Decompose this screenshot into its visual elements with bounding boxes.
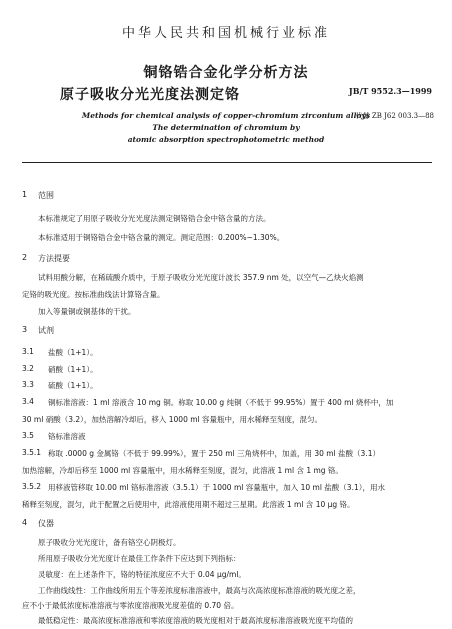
section-4-paragraph-1: 原子吸收分光光度计，备有铬空心阴极灯。 xyxy=(38,538,181,547)
section-2-number: 2 xyxy=(22,253,28,262)
section-2-title: 方法提要 xyxy=(38,254,70,263)
item-3-5-text: 铬标准溶液 xyxy=(48,432,86,441)
section-4-title: 仪器 xyxy=(38,519,54,528)
section-1-paragraph-2: 本标准适用于铜铬锆合金中铬含量的测定。测定范围：0.200%~1.30%。 xyxy=(38,233,285,242)
section-4-number: 4 xyxy=(22,518,28,527)
item-3-2-text: 硝酸（1+1）。 xyxy=(48,365,98,374)
item-3-3-number: 3.3 xyxy=(22,380,34,389)
standard-header: 中华人民共和国机械行业标准 xyxy=(121,26,330,41)
section-1-number: 1 xyxy=(22,190,28,199)
item-3-3-text: 硫酸（1+1）。 xyxy=(48,381,98,390)
item-3-4-text-2: 30 ml 硝酸（3.2），加热溶解冷却后，移入 1000 ml 容量瓶中，用水稀释至刻度，混匀。 xyxy=(22,415,323,424)
item-3-1-number: 3.1 xyxy=(22,347,34,356)
section-4-paragraph-5: 应不小于最低浓度标准溶液与零浓度溶液吸光度差值的 0.70 倍。 xyxy=(22,601,239,610)
item-3-4-text-1: 铜标准溶液：1 ml 溶液含 10 mg 铜。称取 10.00 g 纯铜（不低于 99.95%）置于 400 ml 烧杯中，加 xyxy=(48,398,394,407)
title-chinese-line2: 原子吸收分光光度法测定铬 xyxy=(60,87,240,103)
section-2-paragraph-3: 加入等量铜或铜基体的干扰。 xyxy=(38,307,136,316)
item-3-5-2-text-2: 稀释至刻度，混匀，此于配置之后使用中，此溶液使用期不超过三星期。此溶液 1 ml 含 10 μg 铬。 xyxy=(22,500,355,509)
section-3-title: 试剂 xyxy=(38,326,54,335)
section-4-paragraph-6: 最低稳定性：最高浓度标准溶液和零浓度溶液的吸光度相对于最高浓度标准溶液吸光度平均值的 xyxy=(38,616,353,625)
section-3-number: 3 xyxy=(22,325,28,334)
item-3-5-1-text-2: 加热溶解，冷却后移至 1000 ml 容量瓶中，用水稀释至刻度，混匀，此溶液 1 ml 含 1 mg 铬。 xyxy=(22,466,343,475)
section-4-paragraph-4: 工作曲线线性：工作曲线所用五个等差浓度标准溶液中，最高与次高浓度标准溶液的吸光度之差， xyxy=(38,586,361,595)
item-3-2-number: 3.2 xyxy=(22,364,34,373)
section-4-paragraph-2: 所用原子吸收分光光度计在最佳工作条件下应达到下列指标： xyxy=(38,554,241,563)
title-english-line2: The determination of chromium by xyxy=(152,123,300,132)
item-3-5-2-text-1: 用移液管移取 10.00 ml 铬标准溶液（3.5.1）于 1000 ml 容量瓶中，加入 10 ml 盐酸（3.1），用水 xyxy=(48,483,385,492)
section-2-paragraph-1: 试料用酸分解，在稀硫酸介质中，于原子吸收分光光度计波长 357.9 nm 处，以空气—乙炔火焰测 xyxy=(38,273,364,282)
title-english-line3: atomic absorption spectrophotometric method xyxy=(127,135,325,144)
section-2-paragraph-2: 定铬的吸光度。按标准曲线法计算铬含量。 xyxy=(22,290,165,299)
standard-number: JB/T 9552.3—1999 xyxy=(348,86,432,96)
section-1-title: 范围 xyxy=(38,191,54,200)
item-3-1-text: 盐酸（1+1）。 xyxy=(48,348,98,357)
item-3-5-1-text-1: 称取 .0000 g 金属铬（不低于 99.99%），置于 250 ml 三角烧杯中，加盖，用 30 ml 盐酸（3.1） xyxy=(48,449,380,458)
item-3-5-number: 3.5 xyxy=(22,431,34,440)
title-english-line1: Methods for chemical analysis of copper-chromium zirconium alloys xyxy=(81,111,371,120)
section-4-paragraph-3: 灵敏度：在上述条件下，铬的特征浓度应不大于 0.04 μg/ml。 xyxy=(38,570,246,579)
item-3-5-1-number: 3.5.1 xyxy=(22,448,42,457)
item-3-4-number: 3.4 xyxy=(22,397,34,406)
divider-rule xyxy=(22,162,432,163)
replaces-standard: 代替 ZB J62 003.3—88 xyxy=(355,112,434,120)
title-chinese-line1: 铜铬锆合金化学分析方法 xyxy=(143,65,309,81)
section-1-paragraph-1: 本标准规定了用原子吸收分光光度法测定铜铬锆合金中铬含量的方法。 xyxy=(38,214,271,223)
item-3-5-2-number: 3.5.2 xyxy=(22,482,42,491)
